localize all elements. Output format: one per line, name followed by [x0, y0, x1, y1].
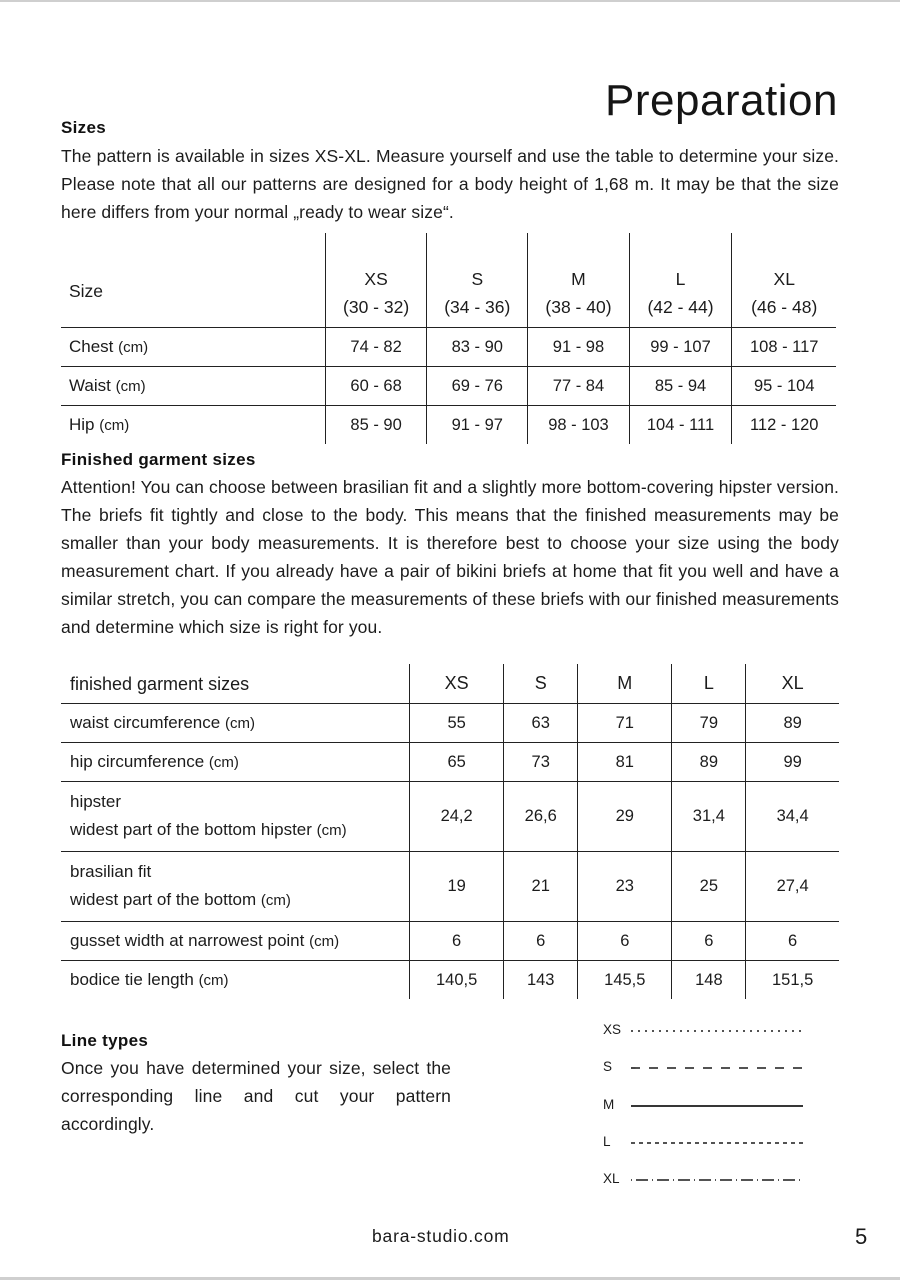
table-row	[61, 961, 839, 1000]
row-label-text: widest part of the bottom	[70, 890, 257, 909]
row-unit: (cm)	[316, 822, 347, 839]
row-label	[61, 852, 410, 922]
cell: 145,5	[578, 961, 672, 1000]
size-range: (42 - 44)	[647, 297, 714, 317]
cell: 83 - 90	[427, 328, 528, 367]
size-range: (30 - 32)	[343, 297, 410, 317]
row-unit: (cm)	[99, 417, 130, 434]
cell: 108 - 117	[732, 328, 836, 367]
cell: 79	[672, 704, 746, 743]
row-unit: (cm)	[309, 932, 340, 950]
legend-row-m	[603, 1097, 808, 1134]
cell: 74 - 82	[326, 328, 427, 367]
col-s: S	[504, 664, 578, 704]
finished-heading: Finished garment sizes	[61, 450, 256, 469]
cell: 6	[672, 922, 746, 961]
row-label-text: waist circumference	[70, 712, 221, 732]
cell: 25	[672, 852, 746, 922]
legend-label: XL	[603, 1171, 620, 1187]
line-type-legend	[603, 1022, 808, 1208]
cell: 6	[746, 922, 839, 961]
size-col-s	[427, 233, 528, 328]
cell: 140,5	[410, 961, 504, 1000]
cell: 89	[746, 704, 839, 743]
cell: 98 - 103	[528, 406, 629, 445]
row-label-text: bodice tie length	[70, 969, 194, 989]
dotted-line-icon	[631, 1029, 803, 1033]
legend-row-xs	[603, 1022, 808, 1059]
row-unit: (cm)	[224, 714, 255, 732]
page-top-edge	[0, 0, 900, 2]
cell: 26,6	[504, 782, 578, 852]
row-label-text: Hip	[69, 415, 95, 434]
table-row	[61, 328, 836, 367]
cell: 6	[410, 922, 504, 961]
row-label-text: hip circumference	[70, 751, 205, 771]
cell: 23	[578, 852, 672, 922]
body-size-table	[61, 233, 836, 444]
row-label	[61, 704, 410, 743]
finished-paragraph: Attention! You can choose between brasilian fit and a slightly more bottom-covering hipster version. The briefs fit tightly and close to the body. This means that the finished measurements may be smaller than your body measurements. It is therefore best to choose your size using the body measurement chart. If you already have a pair of bikini briefs at home that fit you well and have a similar stretch, you can compare the measurements of these briefs with our finished measurements and determine which size is right for you.	[61, 477, 839, 637]
cell: 21	[504, 852, 578, 922]
size-name: M	[571, 269, 586, 289]
cell: 151,5	[746, 961, 839, 1000]
finished-table-header-row	[61, 664, 839, 704]
row-label-text: widest part of the bottom hipster	[70, 820, 312, 839]
cell: 91 - 98	[528, 328, 629, 367]
table-row	[61, 704, 839, 743]
size-name: L	[675, 269, 686, 289]
long-dash-line-icon	[631, 1066, 803, 1070]
size-range: (46 - 48)	[751, 297, 818, 317]
table-row	[61, 367, 836, 406]
cell: 148	[672, 961, 746, 1000]
legend-row-l	[603, 1134, 808, 1171]
size-name: XL	[773, 269, 795, 289]
cell: 95 - 104	[732, 367, 836, 406]
legend-row-s	[603, 1059, 808, 1096]
cell: 6	[578, 922, 672, 961]
row-unit: (cm)	[260, 892, 291, 909]
size-col-xs	[326, 233, 427, 328]
row-label-text: gusset width at narrowest point	[70, 930, 305, 950]
cell: 24,2	[410, 782, 504, 852]
size-range: (34 - 36)	[444, 297, 511, 317]
page-title: Preparation	[605, 76, 838, 126]
legend-label: L	[603, 1133, 611, 1149]
cell: 69 - 76	[427, 367, 528, 406]
table-row	[61, 852, 839, 922]
row-label	[61, 743, 410, 782]
cell: 29	[578, 782, 672, 852]
col-m: M	[578, 664, 672, 704]
finished-garment-table	[61, 664, 839, 999]
cell: 104 - 111	[629, 406, 732, 445]
size-col-l	[629, 233, 732, 328]
cell: 89	[672, 743, 746, 782]
cell: 34,4	[746, 782, 839, 852]
row-label	[61, 961, 410, 1000]
cell: 99 - 107	[629, 328, 732, 367]
cell: 63	[504, 704, 578, 743]
short-dash-line-icon	[631, 1141, 803, 1145]
size-col-m	[528, 233, 629, 328]
cell: 143	[504, 961, 578, 1000]
sizes-paragraph: The pattern is available in sizes XS-XL. Measure yourself and use the table to determine your size. Please note that all our patterns are designed for a body height of 1,68 m. It may be that the size here differs from your normal „ready to wear size“.	[61, 146, 839, 222]
solid-line-icon	[631, 1104, 803, 1108]
row-unit: (cm)	[208, 753, 239, 771]
cell: 60 - 68	[326, 367, 427, 406]
cell: 27,4	[746, 852, 839, 922]
table-row	[61, 743, 839, 782]
line-types-paragraph: Once you have determined your size, select the corresponding line and cut your pattern accordingly.	[61, 1058, 451, 1134]
cell: 81	[578, 743, 672, 782]
sizes-heading: Sizes	[61, 118, 106, 137]
table-row	[61, 782, 839, 852]
line-types-heading: Line types	[61, 1031, 149, 1050]
cell: 73	[504, 743, 578, 782]
col-l: L	[672, 664, 746, 704]
row-label	[61, 328, 326, 367]
legend-label: S	[603, 1059, 613, 1075]
col-xs: XS	[410, 664, 504, 704]
row-label-title: hipster	[70, 792, 122, 811]
table-row	[61, 922, 839, 961]
legend-label: XS	[603, 1022, 622, 1037]
footer-website: bara-studio.com	[372, 1226, 510, 1246]
table-row	[61, 406, 836, 445]
cell: 71	[578, 704, 672, 743]
row-unit: (cm)	[115, 378, 146, 395]
cell: 91 - 97	[427, 406, 528, 445]
size-name: XS	[364, 269, 388, 289]
size-name: S	[471, 269, 484, 289]
cell: 55	[410, 704, 504, 743]
cell: 19	[410, 852, 504, 922]
dash-dot-line-icon	[631, 1178, 803, 1182]
row-label	[61, 922, 410, 961]
col-xl: XL	[746, 664, 839, 704]
cell: 85 - 90	[326, 406, 427, 445]
row-unit: (cm)	[198, 971, 229, 989]
row-label-title: brasilian fit	[70, 862, 152, 881]
cell: 6	[504, 922, 578, 961]
legend-label: M	[603, 1096, 615, 1112]
cell: 99	[746, 743, 839, 782]
cell: 65	[410, 743, 504, 782]
row-label	[61, 406, 326, 445]
legend-row-xl	[603, 1171, 808, 1208]
row-label	[61, 367, 326, 406]
cell: 31,4	[672, 782, 746, 852]
size-corner-label: Size	[69, 281, 104, 301]
cell: 85 - 94	[629, 367, 732, 406]
size-col-xl	[732, 233, 836, 328]
size-range: (38 - 40)	[545, 297, 612, 317]
size-table-header-row	[61, 233, 836, 328]
cell: 77 - 84	[528, 367, 629, 406]
finished-corner-label: finished garment sizes	[70, 673, 250, 694]
page-number: 5	[855, 1224, 868, 1249]
row-unit: (cm)	[118, 339, 149, 356]
row-label-text: Chest	[69, 337, 114, 356]
row-label-text: Waist	[69, 376, 111, 395]
cell: 112 - 120	[732, 406, 836, 445]
row-label	[61, 782, 410, 852]
